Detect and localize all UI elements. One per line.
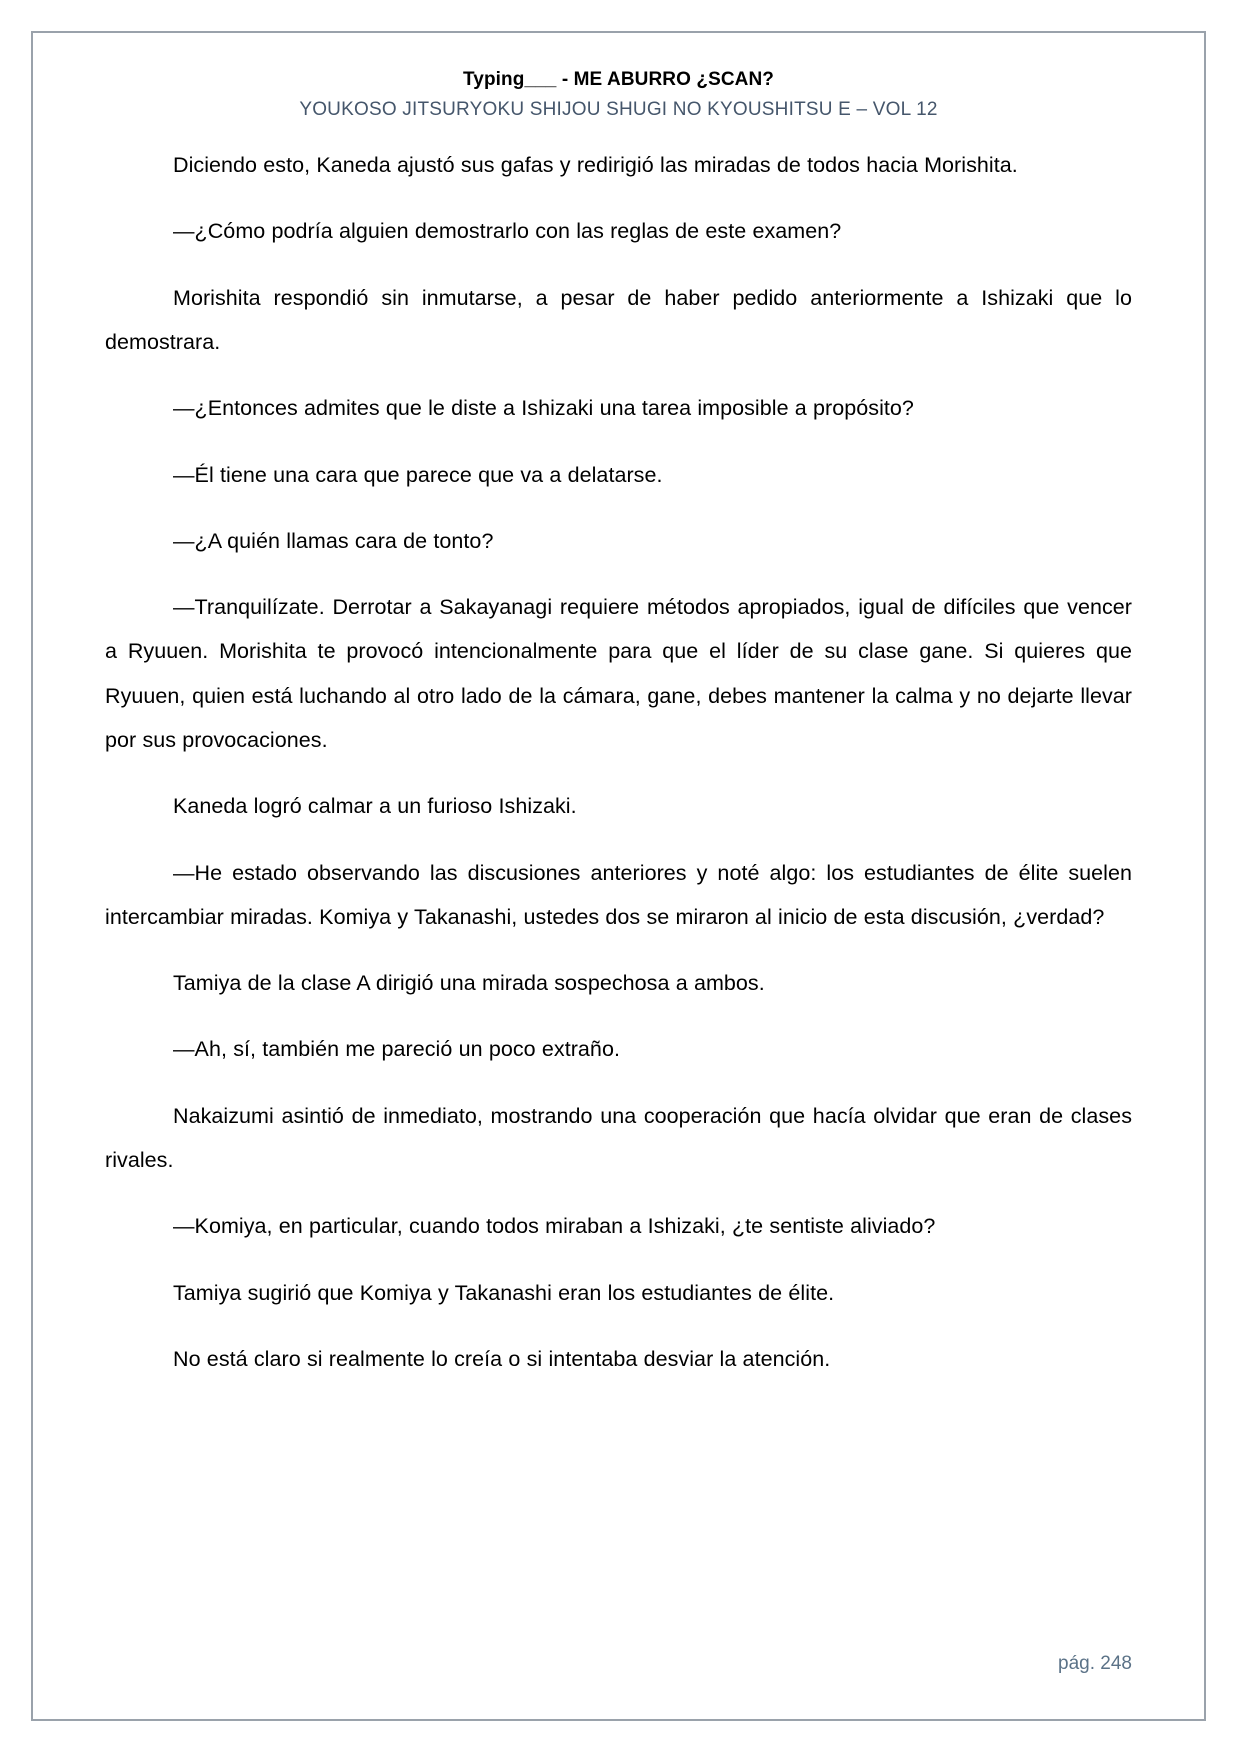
header-title: Typing___ - ME ABURRO ¿SCAN? [462,69,775,90]
paragraph: —Ah, sí, también me pareció un poco extraño. [173,1037,620,1062]
paragraph: No está claro si realmente lo creía o si intentaba desviar la atención. [173,1346,831,1371]
page-content [33,33,1204,1719]
paragraph: Morishita respondió sin inmutarse, a pesar de haber pedido anteriormente a Ishizaki que lo demostrara. [105,285,1132,355]
page-number: pág. 248 [1058,1653,1132,1674]
paragraph: —He estado observando las discusiones anteriores y noté algo: los estudiantes de élite suelen intercambiar miradas. Komiya y Takanashi, ustedes dos se miraron al inicio de esta discusión, ¿verdad? [105,860,1132,929]
document-body [105,143,1132,1381]
page-frame [31,31,1206,1721]
paragraph: —¿A quién llamas cara de tonto? [173,528,494,553]
paragraph: —¿Entonces admites que le diste a Ishizaki una tarea imposible a propósito? [173,396,914,421]
paragraph: Diciendo esto, Kaneda ajustó sus gafas y redirigió las miradas de todos hacia Morishita. [173,153,1018,178]
paragraph: Tamiya sugirió que Komiya y Takanashi eran los estudiantes de élite. [173,1280,835,1305]
paragraph: Kaneda logró calmar a un furioso Ishizaki. [173,794,577,819]
document-header [105,67,1132,123]
paragraph: —Komiya, en particular, cuando todos miraban a Ishizaki, ¿te sentiste aliviado? [173,1214,936,1239]
document-footer [1058,1653,1132,1675]
paragraph: —Tranquilízate. Derrotar a Sakayanagi requiere métodos apropiados, igual de difíciles que vencer a Ryuuen. Morishita te provocó intencionalmente para que el líder de su clase gane. Si quieres que Ryuuen, quien está luchando al otro lado de la cámara, gane, debes mantener la calma y no dejarte llevar por sus provocaciones. [105,595,1132,752]
paragraph: Tamiya de la clase A dirigió una mirada sospechosa a ambos. [173,971,765,996]
paragraph: —Él tiene una cara que parece que va a delatarse. [173,462,663,487]
paragraph: Nakaizumi asintió de inmediato, mostrando una cooperación que hacía olvidar que eran de clases rivales. [105,1103,1132,1172]
paragraph: —¿Cómo podría alguien demostrarlo con las reglas de este examen? [173,219,842,244]
header-subtitle: YOUKOSO JITSURYOKU SHIJOU SHUGI NO KYOUSHITSU E – VOL 12 [299,98,938,120]
